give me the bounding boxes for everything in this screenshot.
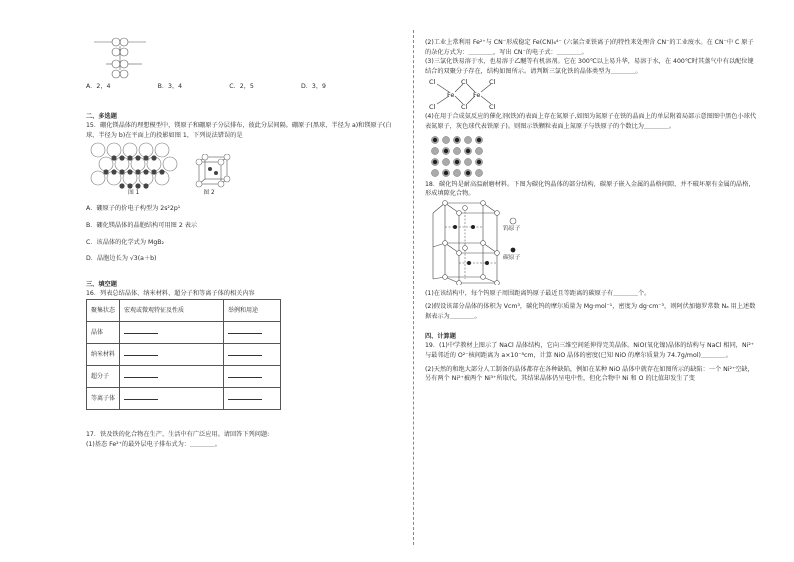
atom-label-cl: Cl <box>461 78 468 87</box>
q16-summary-table <box>86 299 281 410</box>
q19-part-1: 19．(1)中学教材上图示了 NaCl 晶体结构，它向三维空间延伸得完美晶体。NiO(氧化镍)晶体的结构与 NaCl 相同，Ni²⁺与最邻近的 O²⁻核间距离为 a×10⁻⁸cm，计算 NiO 晶体的密度(已知 NiO 的摩尔质量为 74.7g/mol)＿＿＿＿。 <box>425 342 755 359</box>
q17-part-3: (3)三氯化铁易溶于水，也易溶于乙醚等有机溶剂。它在 300℃以上易升华，易溶于水，在 400℃时其蒸气中有以配位键结合的双聚分子存在，结构如图所示。请判断三氯化铁的晶体类型为＿＿＿＿。 <box>425 58 754 75</box>
q17-part-1: (1)基态 Fe²⁺的最外层电子排布式为：＿＿＿＿。 <box>86 440 221 448</box>
q17-question: 17．铁及铁的化合物在生产、生活中有广泛应用。请回答下列问题: <box>86 431 270 439</box>
q19-part-2: (2)天然的和绝大部分人工制备的晶体都存在各种缺陷，例如在某种 NiO 晶体中就存在如图所示的缺陷：一个 Ni²⁺空缺，另有两个 Ni²⁺被两个 Ni³⁺所取代。其结果晶体仍呈电中性，但化合物中 Ni 和 O 的比值却发生了变 <box>425 365 754 383</box>
answer-blank[interactable] <box>224 344 281 366</box>
figure-2-caption: 图 2 <box>203 190 215 197</box>
fe2cl6-dimer-structure <box>425 76 505 112</box>
atom-label-cl: Cl <box>489 103 496 112</box>
q15-question: 15．硼化镁晶体的理想模型中，镁原子和硼原子分层排布，彼此分层间隔。硼原子(黑球，半径为 a)和镁原子(白球，半径为 b)在平面上的投影如图 1，下列说法错误的是 <box>86 122 392 139</box>
table-header-examples: 举例和用途 <box>224 300 281 322</box>
atom-label-fe: Fe <box>473 91 481 100</box>
answer-blank[interactable] <box>120 388 224 410</box>
legend-label-tungsten: 钨原子 <box>503 225 521 232</box>
structure-legend <box>503 217 521 263</box>
atom-label-cl: Cl <box>489 78 496 87</box>
atom-label-fe: Fe <box>447 91 455 100</box>
table-row-label: 纳米材料 <box>87 344 120 366</box>
table-header-state: 聚集状态 <box>87 300 120 322</box>
legend-label-carbon: 碳原子 <box>503 254 521 261</box>
q14-structure-figure <box>86 32 176 82</box>
left-column <box>86 32 402 449</box>
q15-option-b: B．硼化镁晶体的晶胞结构可用图 2 表示 <box>86 222 198 230</box>
answer-blank[interactable] <box>120 322 224 344</box>
q18-part-1: (1)在该结构中，每个钨原子周围距离钨原子最近且等距离的碳原子有＿＿＿＿个。 <box>425 289 651 297</box>
atom-label-cl: Cl <box>429 103 436 112</box>
answer-blank[interactable] <box>120 366 224 388</box>
section-heading-multi-choice: 二、多选题 <box>86 112 117 120</box>
legend-item-tungsten <box>509 217 520 225</box>
legend-item-carbon <box>509 246 520 254</box>
q18-question: 18．碳化钨是耐高温耐磨材料。下图为碳化钨晶体的部分结构，碳原子嵌入金属的晶格间隙，并不破坏原有金属的晶格，形成填隙化合物。 <box>425 180 755 198</box>
table-row <box>87 388 281 410</box>
q14-option-d: D．3，9 <box>300 83 326 90</box>
q18-part-2: (2)假设该部分晶体的体积为 Vcm³，碳化钨的摩尔质量为 Mg·mol⁻¹，密度为 dg·cm⁻³，则阿伏加德罗常数 Nₐ 用上述数据表示为＿＿＿＿。 <box>425 303 756 321</box>
answer-blank[interactable] <box>120 344 224 366</box>
answer-blank[interactable] <box>224 388 281 410</box>
q15-figures <box>86 142 402 198</box>
q17-part-2: (2)工业上常利用 Fe²⁺与 CN⁻形成稳定 Fe(CN)₆⁴⁻ (六氰合亚铁离子)的特性来处理含 CN⁻的工业废水。在 CN⁻中 C 原子的杂化方式为：＿＿＿＿，写出 CN⁻的电子式：＿＿＿＿。 <box>425 39 754 56</box>
table-header-row <box>87 300 281 322</box>
q14-options <box>86 82 326 92</box>
table-row <box>87 322 281 344</box>
q17-part-4: (4)在用于合成氨反应的催化剂(铁)的表面上存在氮原子,如图为氮原子在铁的晶面上的单层附着局部示意图图中黑色小球代表氮原子，灰色球代表铁原子)。则图示铁颗粒表面上氮原子与铁原子的个数比为＿＿＿＿。 <box>425 113 757 131</box>
answer-blank[interactable] <box>224 322 281 344</box>
q16-question: 16．列表总结晶体、纳米材料、超分子和等离子体的相关内容 <box>86 290 255 298</box>
section-heading-fill-blank: 三、填空题 <box>86 280 117 288</box>
table-header-features: 宏观或微观特征及性质 <box>120 300 224 322</box>
tungsten-atom-icon <box>509 217 517 225</box>
q15-option-d: D．晶胞边长为 √3(a＋b) <box>86 255 157 263</box>
q14-option-b: B．3，4 <box>157 83 183 90</box>
table-row <box>87 366 281 388</box>
right-column <box>425 38 757 384</box>
carbon-atom-icon <box>509 246 517 254</box>
table-row-label: 等离子体 <box>87 388 120 410</box>
q15-option-a: A．硼原子的价电子构型为 2s²2p¹ <box>86 205 181 213</box>
column-divider <box>413 30 414 545</box>
section-heading-calculation: 四、计算题 <box>425 332 456 340</box>
tungsten-carbide-structure <box>425 199 505 285</box>
figure-1-caption: 图 1 <box>128 190 140 197</box>
table-row-label: 晶体 <box>87 322 120 344</box>
atom-label-cl: Cl <box>461 103 468 112</box>
table-row <box>87 344 281 366</box>
q14-option-a: A．2，4 <box>86 83 111 90</box>
q14-option-c: C．2，5 <box>229 83 254 90</box>
atom-label-cl: Cl <box>429 78 436 87</box>
q15-option-c: C．该晶体的化学式为 MgB₂ <box>86 238 164 246</box>
nitrogen-on-iron-surface-figure <box>429 134 485 178</box>
answer-blank[interactable] <box>224 366 281 388</box>
table-row-label: 超分子 <box>87 366 120 388</box>
q18-figure <box>425 199 757 285</box>
